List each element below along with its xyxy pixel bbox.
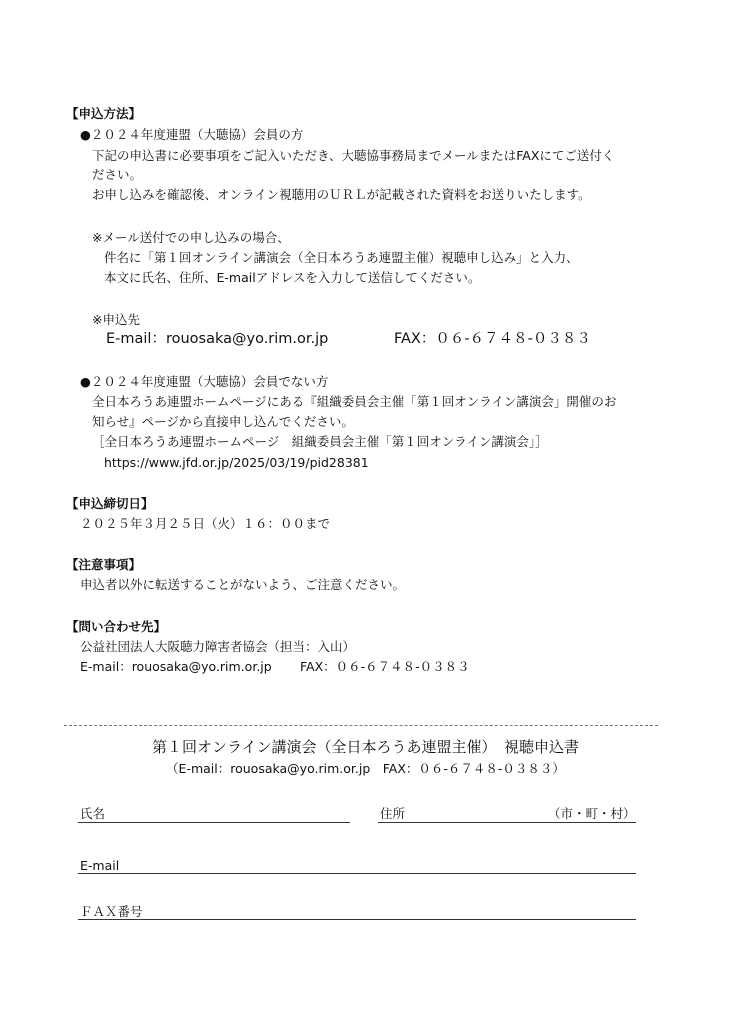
name-field-line[interactable] [78, 822, 350, 823]
member-line-3: お申し込みを確認後、オンライン視聴用のＵＲＬが記載された資料をお送りいたします。 [92, 187, 591, 202]
destination-fax: FAX：０６-６７４８-０３８３ [394, 331, 591, 347]
form-title: 第１回オンライン講演会（全日本ろうあ連盟主催） 視聴申込書 [151, 738, 580, 756]
fax-field-line[interactable] [78, 919, 636, 920]
email-note-line-2: 件名に「第１回オンライン講演会（全日本ろうあ連盟主催）視聴申し込み」と入力、 [104, 250, 579, 265]
method-heading: 【申込方法】 [66, 106, 142, 121]
contact-org: 公益社団法人大阪聴力障害者協会（担当：入山） [80, 639, 356, 654]
address-field-line[interactable] [378, 822, 636, 823]
name-label: 氏名 [80, 806, 106, 821]
email-note-line-1: ※メール送付での申し込みの場合、 [92, 230, 290, 245]
email-note-line-3: 本文に氏名、住所、E-mailアドレスを入力して送信してください。 [104, 270, 481, 285]
contact-heading: 【問い合わせ先】 [66, 619, 167, 634]
nonmember-line-3: ［全日本ろうあ連盟ホームページ 組織委員会主催「第１回オンライン講演会」］ [92, 434, 548, 449]
email-label: E-mail [80, 858, 120, 873]
contact-fax: FAX：０６-６７４８-０３８３ [300, 659, 470, 674]
deadline-value: ２０２５年３月２５日（火）１６：００まで [80, 516, 331, 531]
contact-email: E-mail：rouosaka@yo.rim.or.jp [80, 659, 272, 674]
form-subtitle: （E-mail：rouosaka@yo.rim.or.jp FAX：０６-６７４８-０３８３） [166, 761, 565, 776]
deadline-heading: 【申込締切日】 [66, 496, 154, 511]
member-line-1: 下記の申込書に必要事項をご記入いただき、大聴協事務局までメールまたはFAXにてご送付く [92, 148, 615, 163]
nonmember-line-1: 全日本ろうあ連盟ホームページにある『組織委員会主催「第１回オンライン講演会」開催のお [92, 394, 617, 409]
nonmember-bullet: ●２０２４年度連盟（大聴協）会員でない方 [80, 374, 329, 389]
address-label: 住所 [380, 806, 406, 821]
address-suffix: （市・町・村） [548, 806, 636, 821]
nonmember-line-2: 知らせ』ページから直接申し込んでください。 [92, 414, 354, 429]
fax-label: ＦＡＸ番号 [80, 904, 143, 919]
cut-line [64, 725, 658, 726]
member-bullet: ●２０２４年度連盟（大聴協）会員の方 [80, 127, 304, 142]
notes-value: 申込者以外に転送することがないよう、ご注意ください。 [80, 577, 406, 592]
email-field-line[interactable] [78, 873, 636, 874]
notes-heading: 【注意事項】 [66, 557, 142, 572]
destination-email: E-mail：rouosaka@yo.rim.or.jp [106, 331, 329, 347]
nonmember-url[interactable]: https://www.jfd.or.jp/2025/03/19/pid28381 [104, 455, 369, 470]
destination-label: ※申込先 [92, 312, 140, 327]
member-line-2: ださい。 [92, 167, 143, 182]
